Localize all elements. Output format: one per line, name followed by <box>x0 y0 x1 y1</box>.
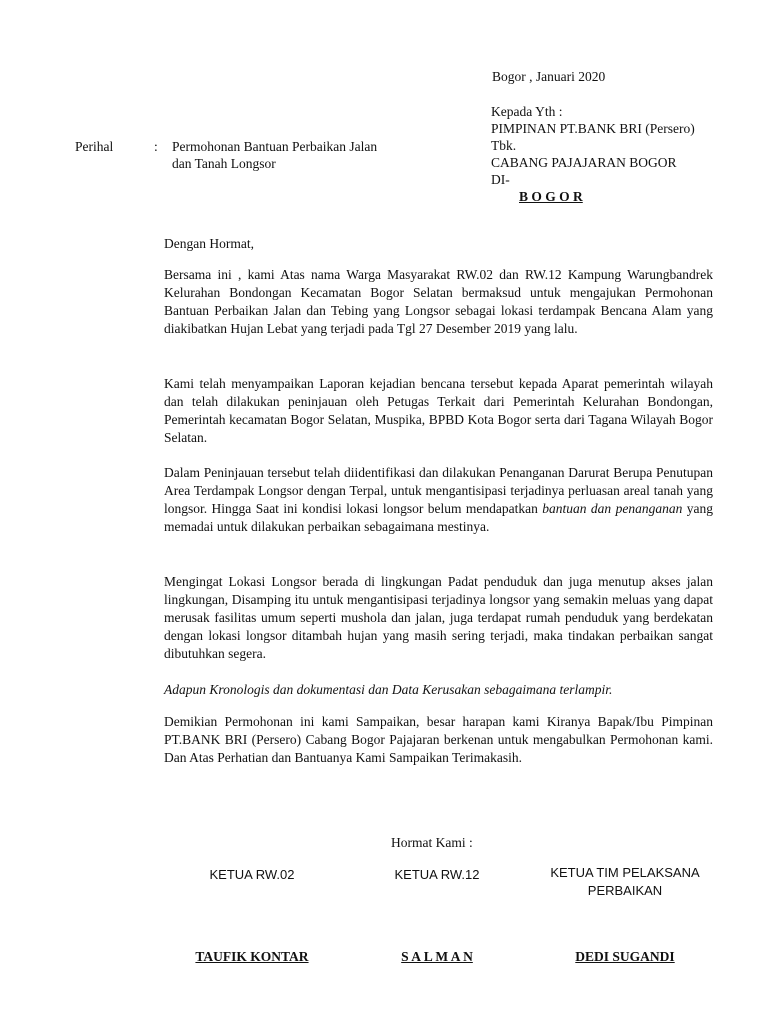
paragraph-3-text-b: yang memadai untuk dilakukan perbaikan sebagaimana mestinya. <box>164 501 713 534</box>
paragraph-1: Bersama ini , kami Atas nama Warga Masyarakat RW.02 dan RW.12 Kampung Warungbandrek Kelurahan Bondongan Kecamatan Bogor Selatan bermaksud untuk mengajukan Permohonan Bantuan Perbaikan Jalan dan Tebing yang Longsor sebagai lokasi terdampak Bencana Alam yang diakibatkan Hujan Lebat yang terjadi pada Tgl 27 Desember 2019 yang lalu. <box>164 267 713 336</box>
paragraph-3-italic: bantuan dan penanganan <box>542 501 683 516</box>
paragraph-3-text-a: Dalam Peninjauan tersebut telah diidentifikasi dan dilakukan Penanganan Darurat Berupa Penutupan Area Terdampak Longsor dengan Terpal, untuk mengantisipasi terjadinya perluasan areal tanah yang longsor. Hingga Saat ini kondisi lokasi longsor belum mendapatkan <box>164 465 713 516</box>
signature-3-name: DEDI SUGANDI <box>575 949 675 964</box>
paragraph-6: Demikian Permohonan ini kami Sampaikan, besar harapan kami Kiranya Bapak/Ibu Pimpinan PT.BANK BRI (Persero) Cabang Bogor Pajajaran berkenan untuk mengabulkan Permohonan kami. Dan Atas Perhatian dan Bantuanya Kami Sampaikan Terimakasih. <box>164 714 713 765</box>
signature-2-name: S A L M A N <box>401 949 473 964</box>
signature-1-title: KETUA RW.02 <box>209 867 295 882</box>
signature-3-title-line-2: PERBAIKAN <box>587 883 663 898</box>
signature-2-title: KETUA RW.12 <box>394 867 480 882</box>
place-date: Bogor , Januari 2020 <box>492 69 606 84</box>
paragraph-4: Mengingat Lokasi Longsor berada di lingkungan Padat penduduk dan juga menutup akses jalan lingkungan, Disamping itu untuk mengantisipasi terjadinya longsor yang semakin meluas yang dapat merusak fasilitas umum seperti mushola dan jalan, juga terdapat rumah penduduk yang berdekatan dengan lokasi longsor ditambah hujan yang masih sering terjadi, maka tindakan perbaikan sangat dibutuhkan segera. <box>164 574 713 661</box>
hormat-kami: Hormat Kami : <box>391 835 473 850</box>
kepada-yth: Kepada Yth : <box>491 104 563 119</box>
recipient-line-1: PIMPINAN PT.BANK BRI (Persero) <box>491 121 695 136</box>
paragraph-5: Adapun Kronologis dan dokumentasi dan Data Kerusakan sebagaimana terlampir. <box>164 682 613 697</box>
paragraph-3 <box>164 464 713 536</box>
recipient-line-4: DI- <box>491 172 510 187</box>
perihal-line-1: Permohonan Bantuan Perbaikan Jalan <box>172 139 378 154</box>
signature-3-title-line-1: KETUA TIM PELAKSANA <box>550 865 700 880</box>
recipient-city: B O G O R <box>519 189 583 204</box>
perihal-line-2: dan Tanah Longsor <box>172 156 276 171</box>
signature-3-title <box>522 864 728 900</box>
greeting: Dengan Hormat, <box>164 236 254 251</box>
recipient-line-3: CABANG PAJAJARAN BOGOR <box>491 155 677 170</box>
recipient-line-2: Tbk. <box>491 138 517 153</box>
perihal-colon: : <box>154 139 158 154</box>
signature-1-name: TAUFIK KONTAR <box>195 949 309 964</box>
perihal-label: Perihal <box>75 139 114 154</box>
paragraph-2: Kami telah menyampaikan Laporan kejadian bencana tersebut kepada Aparat pemerintah wilayah dan telah dilakukan peninjauan oleh Petugas Terkait dari Pemerintah Kelurahan Bondongan, Pemerintah kecamatan Bogor Selatan, Muspika, BPBD Kota Bogor serta dari Tagana Wilayah Bogor Selatan. <box>164 376 713 445</box>
